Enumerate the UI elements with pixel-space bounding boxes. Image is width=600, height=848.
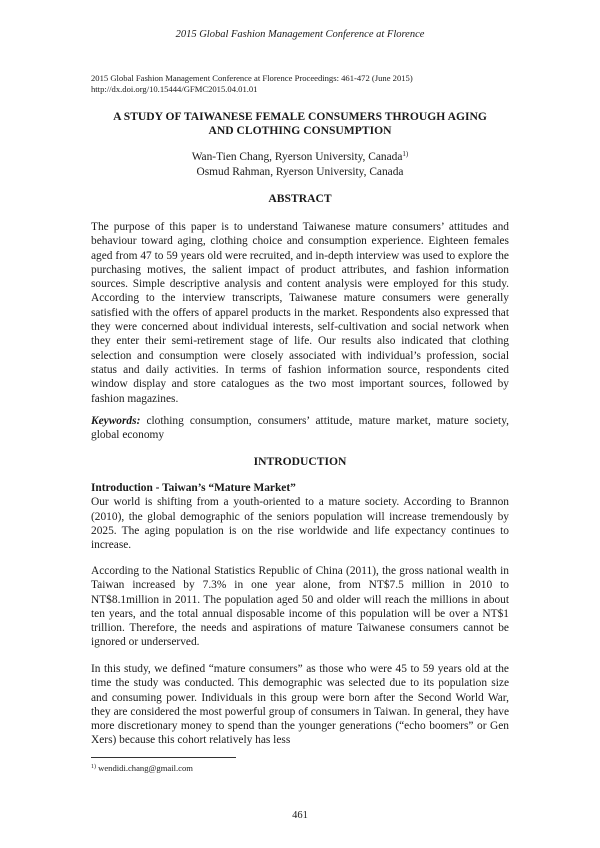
introduction-heading: INTRODUCTION xyxy=(253,455,347,468)
running-header: 2015 Global Fashion Management Conference at Florence xyxy=(175,29,425,40)
introduction-para-1-text: Our world is shifting from a youth-oriented to a mature society. According to Brannon (2010), the global demographic of the seniors population will increase tremendously by 2025. The aging population is on the rise worldwide and life expectancy continues to increase. xyxy=(91,496,509,552)
introduction-subheading: Introduction - Taiwan’s “Mature Market” xyxy=(91,482,296,494)
introduction-para-1 xyxy=(91,481,509,552)
doi-link[interactable]: http://dx.doi.org/10.15444/GFMC2015.04.01.01 xyxy=(91,84,258,94)
footnote-number: 1) xyxy=(91,764,96,770)
footnote xyxy=(91,763,193,773)
author-1 xyxy=(91,150,509,165)
keywords-label: Keywords: xyxy=(91,415,141,427)
footnote-email[interactable]: wendidi.chang@gmail.com xyxy=(96,763,193,773)
keywords-text: clothing consumption, consumers’ attitude, mature market, mature society, global economy xyxy=(91,415,509,442)
proceedings-info xyxy=(91,73,531,95)
abstract-text: The purpose of this paper is to understand Taiwanese mature consumers’ attitudes and behaviour toward aging, clothing choice and consumption experience. Eighteen females aged from 47 to 59 years old were recruited, and in-depth interview was used to explore the purchasing motives, the salient impact of product attributes, and fashion information sources. Simple descriptive analysis and content analysis were employed for this study. According to the interview transcripts, Taiwanese mature consumers were generally satisfied with the offers of apparel products in the market. Respondents also expressed that they were concerned about individual interests, self-cultivation and social network when they enter their semi-retirement stage of life. Our results also indicated that clothing selection and consumption were closely associated with individual’s profession, social status and daily activities. In terms of fashion information source, respondents cited window display and store catalogues as the two most important sources, followed by fashion magazines. xyxy=(91,221,509,405)
paper-title-line-2: AND CLOTHING CONSUMPTION xyxy=(208,124,392,137)
proceedings-citation: 2015 Global Fashion Management Conference at Florence Proceedings: 461-472 (June 2015) xyxy=(91,73,413,83)
introduction-para-3: In this study, we defined “mature consumers” as those who were 45 to 59 years old at the time the study was conducted. This demographic was selected due to its population size and consuming power. Individuals in this group were born after the Second World War, they are considered the most powerful group of consumers in Taiwan. In general, they have more discretionary money to spend than the younger generations (“echo boomers” or Gen Xers) because this cohort relatively has less xyxy=(91,663,509,747)
abstract-heading: ABSTRACT xyxy=(268,192,332,205)
footnote-marker: 1) xyxy=(402,150,409,158)
paper-title-line-1: A STUDY OF TAIWANESE FEMALE CONSUMERS THROUGH AGING xyxy=(113,110,487,123)
page-number: 461 xyxy=(292,810,308,821)
author-list xyxy=(91,150,509,180)
footnote-divider xyxy=(91,757,236,758)
paper-title xyxy=(91,110,509,138)
keywords xyxy=(91,414,509,443)
introduction-para-2: According to the National Statistics Republic of China (2011), the gross national wealth in Taiwan increased by 7.3% in one year alone, from NT$7.5 million in 2010 to NT$8.1million in 2011. The population aged 50 and older will reach the millions in about ten years, and the total annual disposable income of this population will be over a NT$1 trillion. Therefore, the needs and aspirations of mature Taiwanese consumers cannot be ignored or underserved. xyxy=(91,565,509,649)
author-1-name: Wan-Tien Chang, Ryerson University, Canada xyxy=(191,151,403,163)
author-2: Osmud Rahman, Ryerson University, Canada xyxy=(196,166,404,178)
